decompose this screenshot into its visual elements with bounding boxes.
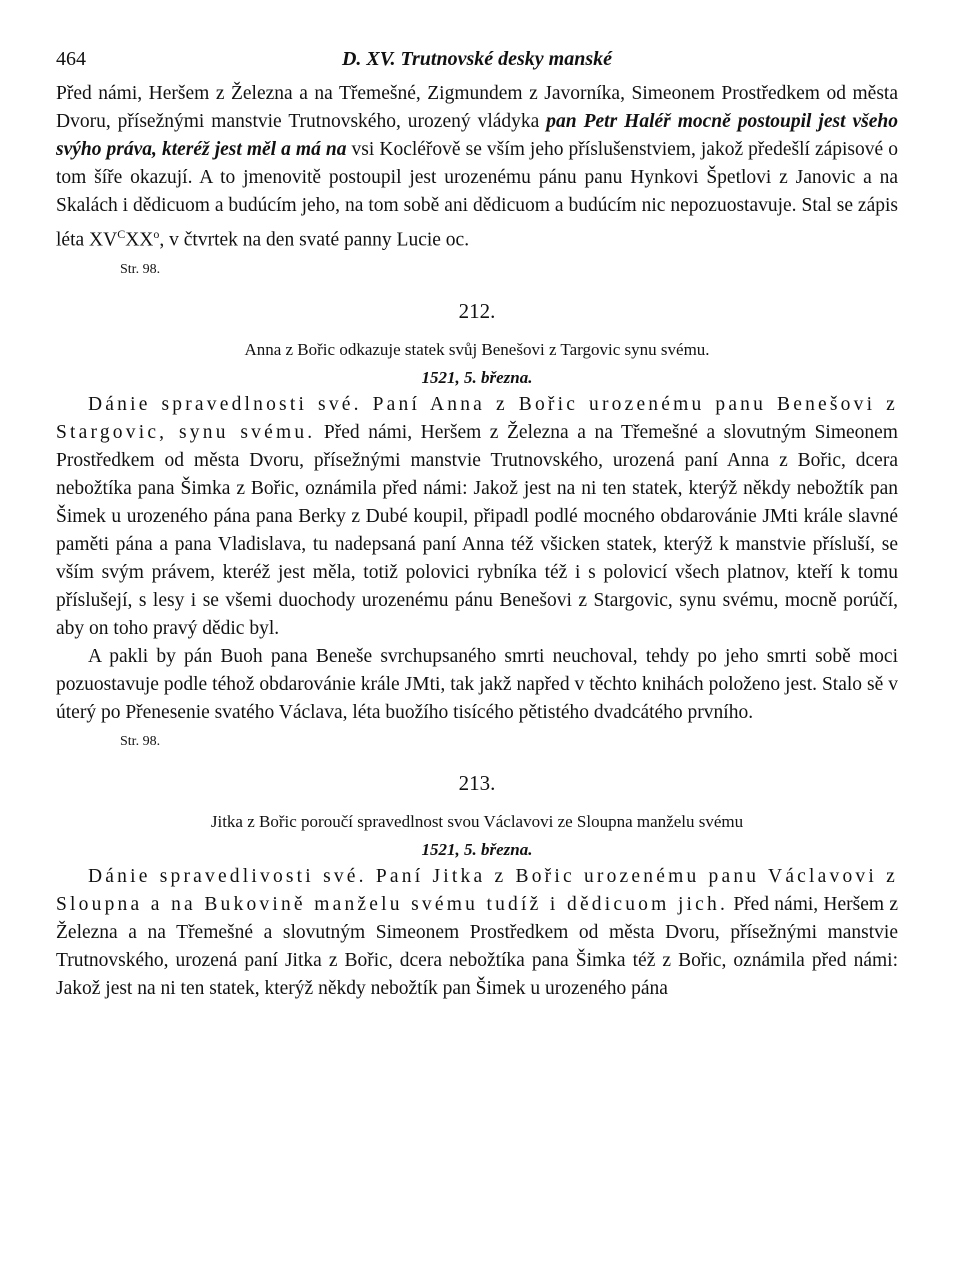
entry-date: 1521, 5. března. <box>421 839 533 859</box>
running-title-prefix: D. XV. <box>341 48 396 70</box>
page-header <box>56 40 898 80</box>
continuation-text-e: , v čtvrtek na den svaté panny Lucie oc. <box>159 229 470 251</box>
continuation-text-emphasis: pan Petr Haléř mocně postoupil jest všeho svýho práva, kteréž jest měl a má na <box>56 111 898 160</box>
source-reference: Str. 98. <box>120 733 161 749</box>
entry-number: 213. <box>458 770 496 795</box>
entry-summary: Anna z Bořic odkazuje statek svůj Benešovi z Targovic synu svému. <box>244 339 710 359</box>
continuation-paragraph <box>56 80 898 255</box>
running-title-text: Trutnovské desky manské <box>400 48 613 70</box>
roman-superscript-2: o <box>153 227 160 241</box>
roman-superscript-1: C <box>117 227 126 241</box>
page-number: 464 <box>56 48 86 70</box>
entry-213 <box>56 769 898 1003</box>
entry-paragraph <box>56 863 898 1003</box>
entry-211-continuation <box>56 80 898 279</box>
source-reference: Str. 98. <box>120 261 161 277</box>
continuation-text-c: vsi Kocléřově se vším jeho příslušenstviem, jakož předešlí zápisové o tom šíře okazují. A to jmenovitě postoupil jest urozenému pánu panu Hynkovi Špetlovi z Janovic a na Skalách i dědicuom a budúcím jeho, na tom sobě ani dědicuom a budúcím nic nepozuostavuje. Stal se zápis léta XV <box>56 139 898 251</box>
continuation-text-d: XX <box>125 229 154 251</box>
entry-number: 212. <box>458 298 496 323</box>
entry-spaced-opening: Dánie spravedlnosti své. Paní Anna z Bořic urozenému panu Benešovi z Stargovic, synu svému. <box>56 393 898 443</box>
entry-paragraph <box>56 391 898 643</box>
entry-paragraph-2: A pakli by pán Buoh pana Beneše svrchupsaného smrti neuchoval, tehdy po jeho smrti sobě moci pozuostavuje podle téhož obdarovánie krále JMti, tak jakž napřed v těchto knihách položeno jest. Stalo sě v úterý po Přenesenie svatého Václava, léta buožího tisícého pětistého dvadcátého prvního. <box>56 645 898 723</box>
entry-spaced-opening: Dánie spravedlivosti své. Paní Jitka z Bořic urozenému panu Václavovi z Sloupna a na Bukovině manželu svému tudíž i dědicuom jich. <box>56 865 898 915</box>
continuation-text-a: Před námi, Heršem z Železna a na Třemešné, Zigmundem z Javorníka, Simeonem Prostředkem od města Dvoru, přísežnými manstvie Trutnovského, urozený vládyka <box>56 83 898 132</box>
entry-summary: Jitka z Bořic poroučí spravedlnost svou Václavovi ze Sloupna manželu svému <box>210 811 744 831</box>
entry-212 <box>56 297 898 751</box>
entry-body-text: Před námi, Heršem z Železna a na Třemešné a slovutným Simeonem Prostředkem od města Dvoru, přísežnými manstvie Trutnovského, urozená paní Anna z Bořic, dcera nebožtíka pana Šimka z Bořic, oznámila před námi: Jakož jest na ni ten statek, kterýž někdy nebožtík pan Šimek u urozeného pána pana Berky z Dubé koupil, připadl podlé mocného obdarovánie JMti krále slavné paměti pána a pana Vladislava, tu nadepsaná paní Anna též všicken statek, kterýž k manstvie přísluší, se vším svým právem, kteréž jest měla, totiž polovici rybníka též i s polovicí všech platnov, kteří k tomu příslušejí, s lesy i se všemi duochody urozenému pánu Benešovi z Stargovic, synu svému, mocně porúčí, aby on toho pravý dědic byl. <box>56 421 898 639</box>
entry-body-text: Před námi, Heršem z Železna a na Třemešné a slovutným Simeonem Prostředkem od města Dvoru, přísežnými manstvie Trutnovského, urozená paní Jitka z Bořic, dcera nebožtíka pana Šimka též z Bořic, oznámila před námi: Jakož jest na ni ten statek, kterýž někdy nebožtík pan Šimek u urozeného pána <box>56 893 898 999</box>
entry-date: 1521, 5. března. <box>421 367 533 387</box>
running-title <box>56 48 898 71</box>
